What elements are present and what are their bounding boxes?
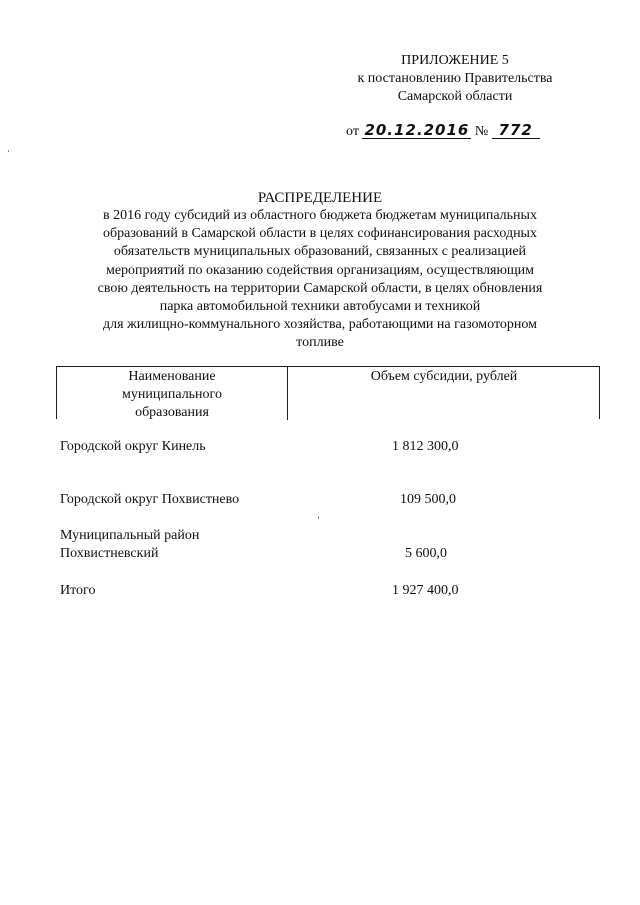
decree-date-line bbox=[346, 122, 540, 142]
subtitle-line: свою деятельность на территории Самарской области, в целях обновления bbox=[97, 280, 543, 296]
date-prefix: от bbox=[346, 124, 359, 139]
subtitle-line: топливе bbox=[296, 335, 344, 351]
appendix-block bbox=[300, 52, 610, 106]
subtitle-line: в 2016 году субсидий из областного бюджета бюджетам муниципальных bbox=[103, 208, 537, 223]
table-row-total-label: Итого bbox=[60, 583, 96, 598]
decree-date-handwritten: 20.12.2016 bbox=[364, 121, 470, 139]
number-prefix: № bbox=[474, 124, 489, 139]
table-row-name: Городской округ Похвистнево bbox=[60, 492, 240, 507]
table-row-value: 1 812 300,0 bbox=[392, 439, 459, 454]
table-row-value: 5 600,0 bbox=[405, 546, 447, 561]
table-header bbox=[56, 366, 600, 419]
table-row-value: 109 500,0 bbox=[400, 492, 456, 507]
table-row-total-value: 1 927 400,0 bbox=[392, 583, 459, 598]
document-title: РАСПРЕДЕЛЕНИЕ bbox=[257, 190, 383, 206]
appendix-number: ПРИЛОЖЕНИЕ 5 bbox=[401, 53, 509, 68]
subtitle-line: мероприятий по оказанию содействия организациям, осуществляющим bbox=[105, 262, 535, 278]
subtitle-line: для жилищно-коммунального хозяйства, работающими на газомоторном bbox=[103, 317, 537, 333]
column-header-amount: Объем субсидии, рублей bbox=[370, 369, 518, 384]
scan-artifact bbox=[8, 150, 9, 152]
table-row-name: Городской округ Кинель bbox=[60, 439, 206, 454]
decree-reference-line2: Самарской области bbox=[397, 89, 513, 104]
scan-artifact bbox=[318, 516, 319, 519]
table-row-name: Муниципальный район Похвистневский bbox=[60, 528, 200, 561]
column-header-name: Наименование муниципального образования bbox=[57, 367, 288, 420]
subtitle-line: парка автомобильной техники автобусами и техникой bbox=[159, 299, 481, 315]
decree-number-handwritten: 772 bbox=[492, 122, 540, 139]
subtitle-line: образований в Самарской области в целях софинансирования расходных bbox=[103, 226, 537, 242]
document-subtitle bbox=[40, 207, 600, 353]
decree-reference-line1: к постановлению Правительства bbox=[357, 71, 553, 86]
subtitle-line: обязательств муниципальных образований, связанных с реализацией bbox=[113, 244, 527, 260]
